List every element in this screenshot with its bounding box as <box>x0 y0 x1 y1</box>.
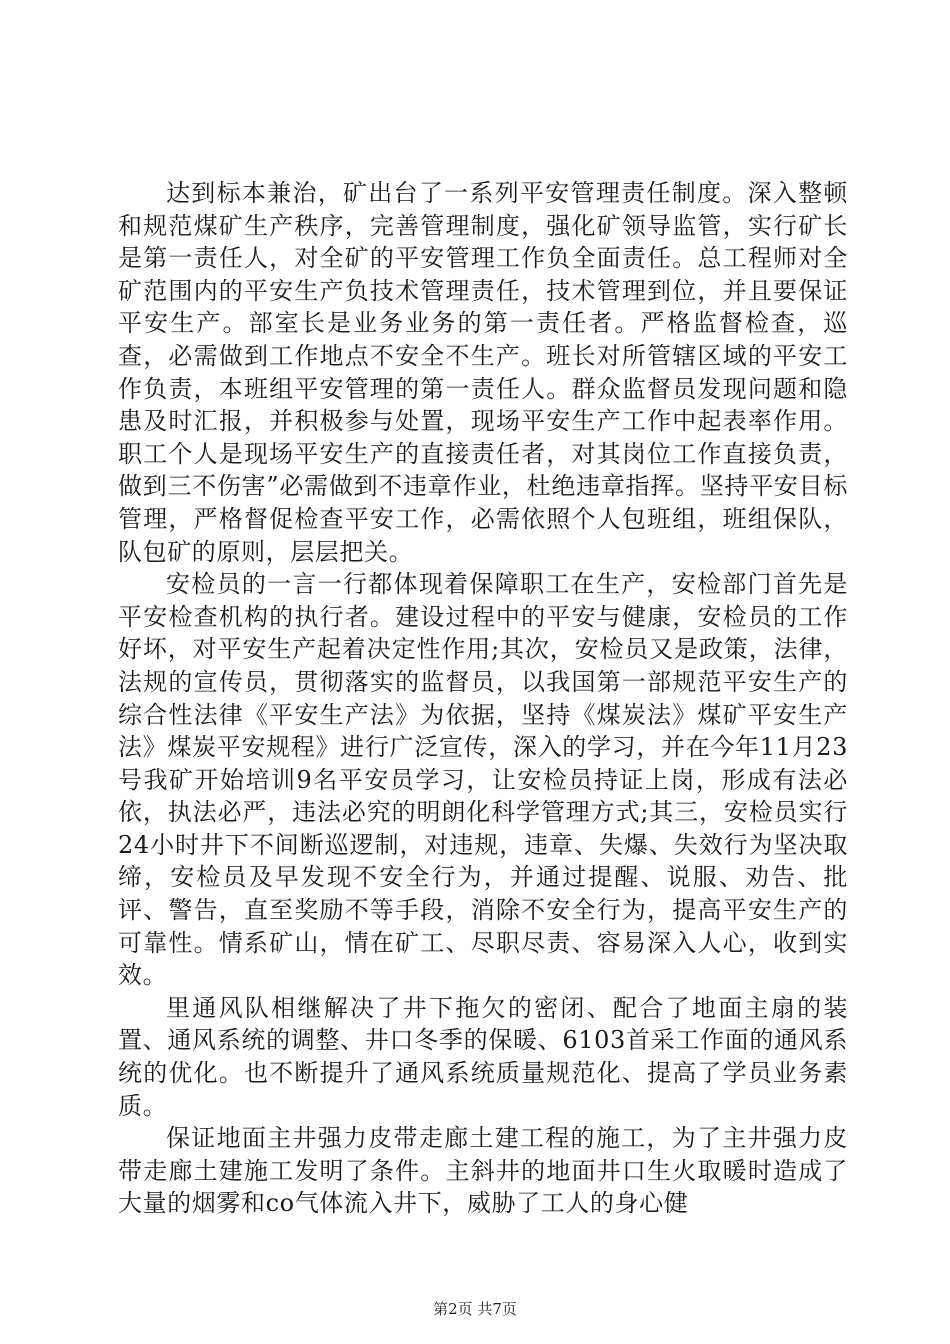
paragraph-responsibility-system: 达到标本兼治，矿出台了一系列平安管理责任制度。深入整顿和规范煤矿生产秩序，完善管理制度，强化矿领导监管，实行矿长是第一责任人，对全矿的平安管理工作负全面责任。总工程师对全矿范围内的平安生产负技术管理责任，技术管理到位，并且要保证平安生产。部室长是业务业务的第一责任者。严格监督检查，巡查，必需做到工作地点不安全不生产。班长对所管辖区域的平安工作负责，本班组平安管理的第一责任人。群众监督员发现问题和隐患及时汇报，并积极参与处置，现场平安生产工作中起表率作用。职工个人是现场平安生产的直接责任者，对其岗位工作直接负责，做到三不伤害”必需做到不违章作业，杜绝违章指挥。坚持平安目标管理，严格督促检查平安工作，必需依照个人包班组，班组保队，队包矿的原则，层层把关。 <box>118 179 848 566</box>
page-footer: 第2页 共7页 <box>433 1300 517 1318</box>
paragraph-safety-inspector: 安检员的一言一行都体现着保障职工在生产，安检部门首先是平安检查机构的执行者。建设过程中的平安与健康，安检员的工作好坏，对平安生产起着决定性作用;其次，安检员又是政策，法律，法规的宣传员，贯彻落实的监督员，以我国第一部规范平安生产的综合性法律《平安生产法》为依据，坚持《煤炭法》煤矿平安生产法》煤炭平安规程》进行广泛宣传，深入的学习，并在今年11月23号我矿开始培训9名平安员学习，让安检员持证上岗，形成有法必依，执法必严，违法必究的明朗化科学管理方式;其三，安检员实行24小时井下不间断巡逻制，对违规，违章、失爆、失效行为坚决取缔，安检员及早发现不安全行为，并通过提醒、说服、劝告、批评、警告，直至奖励不等手段，消除不安全行为，提高平安生产的可靠性。情系矿山，情在矿工、尽职尽责、容易深入人心，收到实效。 <box>118 570 848 990</box>
paragraph-main-shaft: 保证地面主井强力皮带走廊土建工程的施工，为了主井强力皮带走廊土建施工发明了条件。主斜井的地面井口生火取暖时造成了大量的烟雾和co气体流入井下，威胁了工人的身心健 <box>118 1124 848 1218</box>
paragraph-ventilation-team: 里通风队相继解决了井下拖欠的密闭、配合了地面主扇的装置、通风系统的调整、井口冬季的保暖、6103首采工作面的通风系统的优化。也不断提升了通风系统质量规范化、提高了学员业务素质。 <box>118 993 848 1120</box>
document-body <box>118 177 848 1220</box>
